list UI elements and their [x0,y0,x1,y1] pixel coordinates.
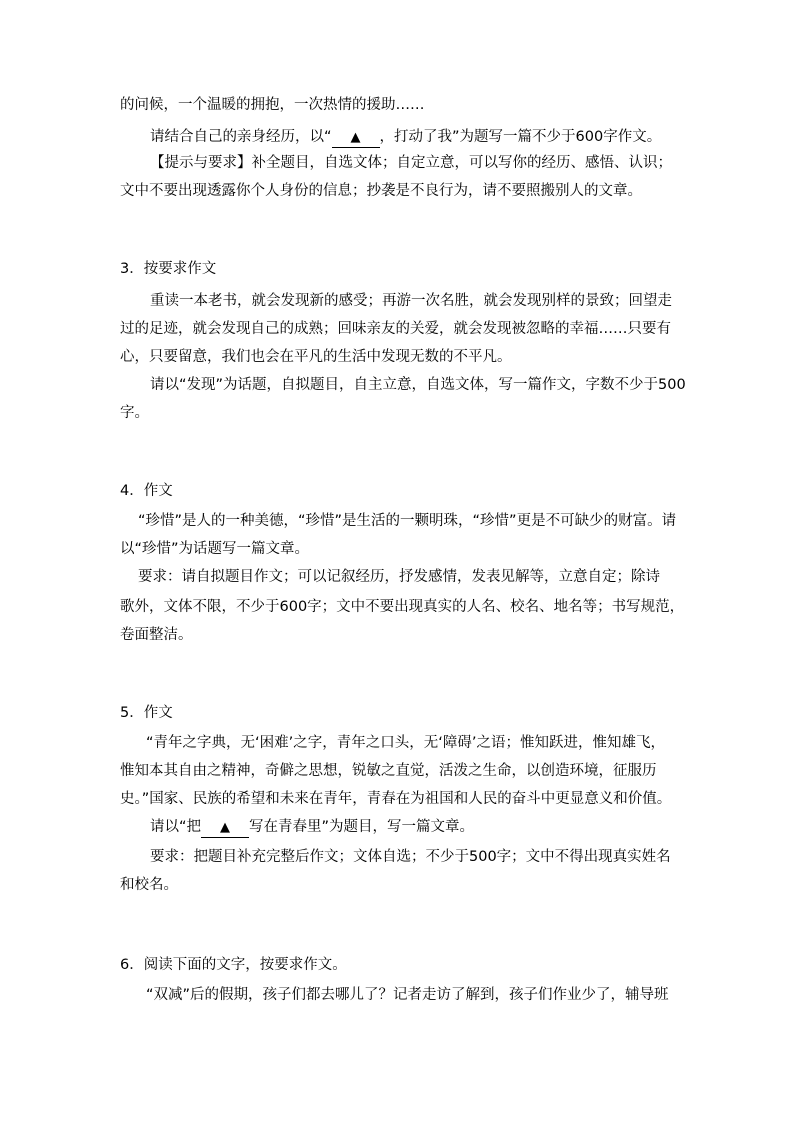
q5-title-blank: ▲ [201,819,249,838]
q3-para-line1: 重读一本老书，就会发现新的感受；再游一次名胜，就会发现别样的景致；回望走 [150,293,672,309]
q3-prompt-line2: 字。 [120,405,149,421]
q6-para-line1: “双减”后的假期，孩子们都去哪儿了？记者走访了解到，孩子们作业少了，辅导班 [146,987,669,1003]
q5-quote-line2: 惟知本其自由之精神，奇僻之思想，锐敏之直觉，活泼之生命，以创造环境，征服历 [120,763,657,779]
q4-req-line2: 歌外，文体不限，不少于600字；文中不要出现真实的人名、校名、地名等；书写规范， [120,599,685,615]
q5-prompt [150,816,474,838]
q5-prompt-post: 写在青春里”为题目，写一篇文章。 [249,819,475,835]
q4-req-line3: 卷面整洁。 [120,627,193,643]
q3-prompt-line1: 请以“发现”为话题，自拟题目，自主立意，自选文体，写一篇作文，字数不少于500 [150,377,686,393]
q4-req-line1: 要求：请自拟题目作文；可以记叙经历，抒发感情，发表见解等，立意自定；除诗 [138,569,660,585]
q3-para-line2: 过的足迹，就会发现自己的成熟；回味亲友的关爱，就会发现被忽略的幸福……只要有 [120,321,671,337]
q5-req-line1: 要求：把题目补充完整后作文；文体自选；不少于500字；文中不得出现真实姓名 [150,849,671,865]
q2-prompt-pre: 请结合自己的亲身经历，以“ [150,129,332,145]
q5-quote-line1: “青年之字典，无‘困难’之字，青年之口头，无‘障碍’之语；惟知跃进，惟知雄飞， [146,735,665,751]
q2-prompt [150,126,661,148]
q5-quote-line3: 史。”国家、民族的希望和未来在青年，青春在为祖国和人民的奋斗中更显意义和价值。 [120,791,672,807]
q4-heading: 4．作文 [120,483,173,499]
q2-intro-tail: 的问候，一个温暖的拥抱，一次热情的援助…… [120,97,425,113]
q5-req-line2: 和校名。 [120,877,178,893]
q3-heading: 3．按要求作文 [120,261,217,277]
q4-para-line2: 以“珍惜”为话题写一篇文章。 [120,541,310,557]
q4-para-line1: “珍惜”是人的一种美德，“珍惜”是生活的一颗明珠，“珍惜”更是不可缺少的财富。请 [138,513,677,529]
q2-tips-line1: 【提示与要求】补全题目，自选文体；自定立意，可以写你的经历、感悟、认识； [150,155,672,171]
q5-prompt-pre: 请以“把 [150,819,202,835]
q2-prompt-post: ，打动了我”为题写一篇不少于600字作文。 [379,129,662,145]
q5-heading: 5．作文 [120,705,173,721]
q2-title-blank: ▲ [332,129,380,148]
q2-tips-line2: 文中不要出现透露你个人身份的信息；抄袭是不良行为，请不要照搬别人的文章。 [120,183,642,199]
q6-heading: 6．阅读下面的文字，按要求作文。 [120,957,347,973]
q3-para-line3: 心，只要留意，我们也会在平凡的生活中发现无数的不平凡。 [120,349,512,365]
